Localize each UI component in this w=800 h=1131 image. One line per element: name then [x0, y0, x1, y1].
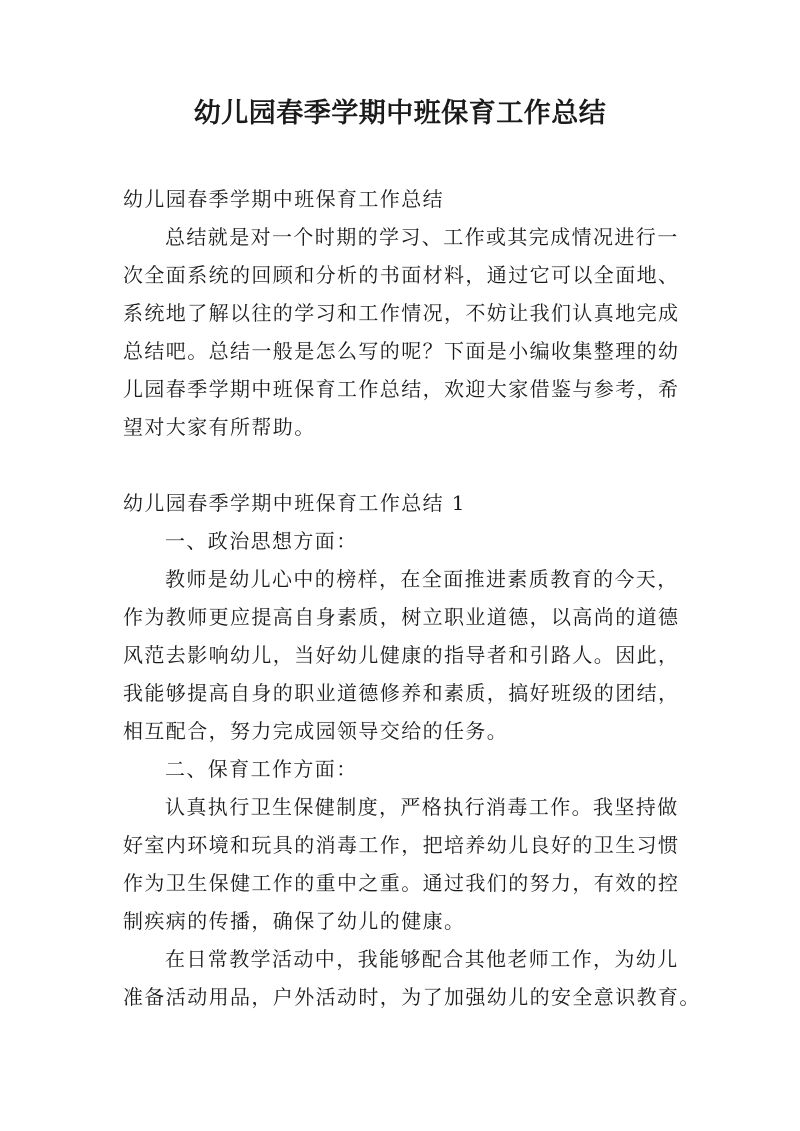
text-line: 准备活动用品，户外活动时，为了加强幼儿的安全意识教育。	[123, 985, 701, 1009]
text-line: 在日常教学活动中，我能够配合其他老师工作，为幼儿	[165, 947, 679, 971]
text-line: 好室内环境和玩具的消毒工作，把培养幼儿良好的卫生习惯	[123, 833, 680, 857]
text-line: 二、保育工作方面：	[165, 757, 358, 781]
text-line: 相互配合，努力完成园领导交给的任务。	[123, 719, 509, 743]
text-line: 总结吧。总结一般是怎么写的呢？下面是小编收集整理的幼	[123, 339, 680, 363]
blank-line	[123, 446, 683, 484]
text-line: 幼儿园春季学期中班保育工作总结 1	[123, 491, 466, 515]
document-body	[123, 180, 701, 1016]
page-title: 幼儿园春季学期中班保育工作总结	[193, 98, 607, 129]
text-line: 一、政治思想方面：	[165, 529, 358, 553]
text-line: 作为教师更应提高自身素质，树立职业道德，以高尚的道德	[123, 605, 680, 629]
text-line: 我能够提高自身的职业道德修养和素质，搞好班级的团结，	[123, 681, 680, 705]
text-line: 风范去影响幼儿，当好幼儿健康的指导者和引路人。因此，	[123, 643, 680, 667]
text-line: 认真执行卫生保健制度，严格执行消毒工作。我坚持做	[165, 795, 679, 819]
text-line: 儿园春季学期中班保育工作总结，欢迎大家借鉴与参考，希	[123, 377, 680, 401]
text-line: 系统地了解以往的学习和工作情况，不妨让我们认真地完成	[123, 301, 680, 325]
text-line: 望对大家有所帮助。	[123, 415, 316, 439]
text-line: 制疾病的传播，确保了幼儿的健康。	[123, 909, 466, 933]
text-line: 次全面系统的回顾和分析的书面材料，通过它可以全面地、	[123, 263, 680, 287]
text-line: 作为卫生保健工作的重中之重。通过我们的努力，有效的控	[123, 871, 680, 895]
text-line: 教师是幼儿心中的榜样，在全面推进素质教育的今天，	[165, 567, 679, 591]
text-line: 幼儿园春季学期中班保育工作总结	[123, 187, 444, 211]
text-line: 总结就是对一个时期的学习、工作或其完成情况进行一	[165, 225, 679, 249]
